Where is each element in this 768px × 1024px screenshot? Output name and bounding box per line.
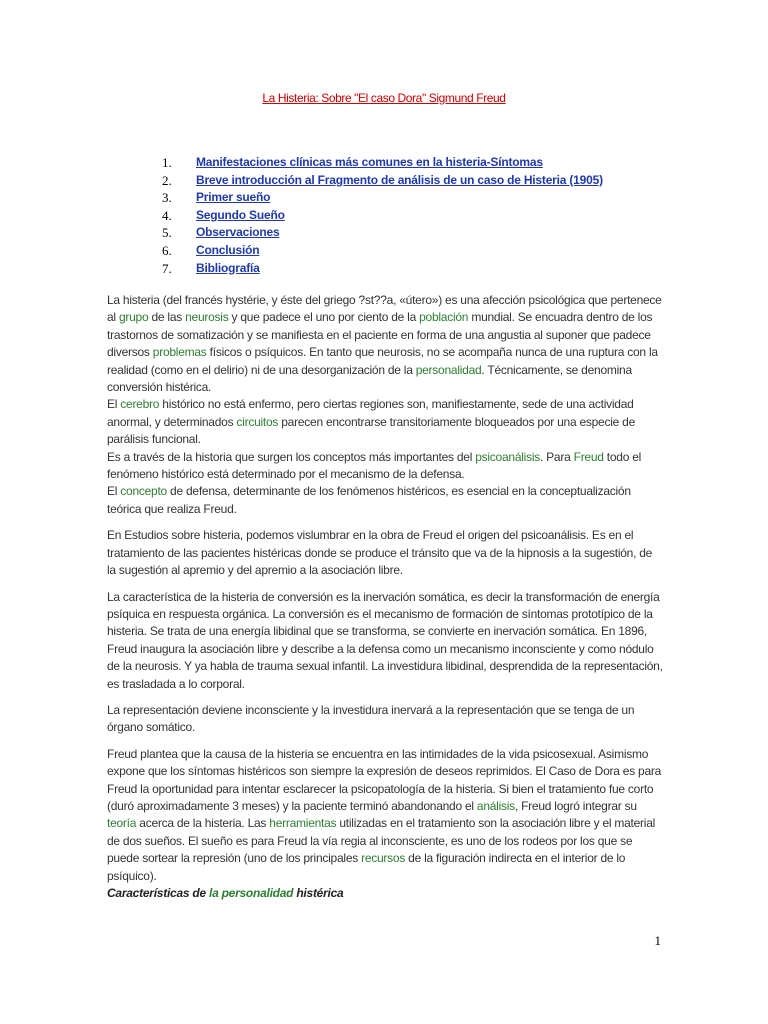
link-concepto[interactable]: concepto xyxy=(120,484,167,499)
text-span: todo el fenómeno histórico está determinado por el mecanismo de la defensa. xyxy=(107,449,642,482)
link-psicoanalisis[interactable]: psicoanálisis xyxy=(475,449,540,464)
link-problemas[interactable]: problemas xyxy=(152,345,207,360)
text-span: físicos o psíquicos. En tanto que neurosis, no se acompaña nunca de una ruptura con la realidad (como en el delirio) ni de una desorganización de la xyxy=(107,345,658,377)
article-body xyxy=(107,292,663,902)
toc-number: 7. xyxy=(162,260,172,276)
paragraph-estudios: En Estudios sobre histeria, podemos vislumbrar en la obra de Freud el origen del psicoanálisis. Es en el tratamiento de las pacientes histéricas donde se produce el tránsito que va de la hipnosis a la sugestión, de la sugestión al apremio y del apremio a la asociación libre. xyxy=(107,528,653,578)
toc-link-bibliografia[interactable]: Bibliografía xyxy=(196,260,260,275)
text-span: Características de xyxy=(107,886,209,900)
link-freud[interactable]: Freud xyxy=(573,449,604,464)
paragraph-representacion: La representación deviene inconsciente y la investidura inervará a la representación que se tenga de un órgano somático. xyxy=(107,702,635,735)
text-span: La histeria (del francés hystérie, y éste del griego ?st??a, «útero») es una afección psicológica que pertenece al xyxy=(107,293,662,325)
toc-item xyxy=(162,172,603,190)
toc-link-primer-sueno[interactable]: Primer sueño xyxy=(196,190,271,205)
toc-item xyxy=(162,224,603,242)
text-span: , Freud logró integrar su xyxy=(514,798,637,813)
link-neurosis[interactable]: neurosis xyxy=(185,310,229,325)
toc-number: 4. xyxy=(162,207,172,223)
text-span: Es a través de la historia que surgen los conceptos más importantes del xyxy=(107,449,476,464)
text-span: utilizadas en el tratamiento son la asociación libre y el material de dos sueños. El sueño es para Freud la vía regia al inconsciente, es uno de los rodeos por los que se puede sortear la represión (uno de los principales xyxy=(107,816,656,866)
link-la-personalidad[interactable]: la personalidad xyxy=(208,886,294,900)
text-span: histérica xyxy=(293,886,344,900)
link-analisis[interactable]: análisis xyxy=(476,798,515,813)
paragraph-psicoanalisis xyxy=(107,449,663,484)
toc-item xyxy=(162,207,603,225)
toc-item xyxy=(162,189,603,207)
text-span: . Técnicamente, se denomina conversión histérica. xyxy=(107,362,632,395)
toc-link-conclusion[interactable]: Conclusión xyxy=(196,242,260,257)
text-span: . Para xyxy=(540,449,574,464)
text-span: mundial. Se encuadra dentro de los trastornos de somatización y se manifiesta en el paciente en forma de una angustia al suponer que padece diversos xyxy=(107,310,653,360)
page-number: 1 xyxy=(654,933,661,948)
link-recursos[interactable]: recursos xyxy=(361,851,406,866)
paragraph-freud-causa xyxy=(107,746,663,885)
section-heading xyxy=(107,885,663,902)
document-title: La Histeria: Sobre "El caso Dora" Sigmund Freud xyxy=(262,91,506,105)
toc-link-segundo-sueno[interactable]: Segundo Sueño xyxy=(196,207,285,222)
paragraph-cerebro xyxy=(107,396,663,448)
link-grupo[interactable]: grupo xyxy=(118,310,149,325)
text-span: y que padece el uno por ciento de la xyxy=(228,310,420,325)
link-circuitos[interactable]: circuitos xyxy=(236,414,279,429)
toc-link-sintomas[interactable]: Manifestaciones clínicas más comunes en la histeria-Síntomas xyxy=(196,155,543,169)
text-span: parecen encontrarse transitoriamente bloqueados por una especie de parálisis funcional. xyxy=(107,414,635,447)
toc-number: 3. xyxy=(162,190,172,206)
toc-number: 5. xyxy=(162,225,172,241)
toc-link-introduccion[interactable]: Breve introducción al Fragmento de análisis de un caso de Histeria (1905) xyxy=(196,172,603,187)
text-span: de las xyxy=(148,310,186,325)
toc-item xyxy=(162,242,603,260)
toc-item xyxy=(162,154,603,172)
text-span: El xyxy=(107,397,121,412)
toc-item xyxy=(162,260,603,278)
text-span: acerca de la histeria. Las xyxy=(136,816,270,831)
paragraph-conversion: La característica de la histeria de conversión es la inervación somática, es decir la transformación de energía psíquica en respuesta orgánica. La conversión es el mecanismo de formación de síntomas prototípico de la histeria. Se trata de una energía libidinal que se transforma, se convierte en inervación somática. En 1896, Freud inaugura la asociación libre y describe a la defensa como un mecanismo inconsciente y como nódulo de la neurosis. Y ya habla de trauma sexual infantil. La investidura libidinal, desprendida de la representación, es trasladada a lo corporal. xyxy=(107,589,663,691)
text-span: histórico no está enfermo, pero ciertas regiones son, manifiestamente, sede de una actividad anormal, y determinados xyxy=(107,397,634,429)
toc-link-observaciones[interactable]: Observaciones xyxy=(196,225,280,240)
toc-number: 1. xyxy=(162,155,172,170)
link-personalidad[interactable]: personalidad xyxy=(415,362,482,377)
text-span: de defensa, determinante de los fenómenos histéricos, es esencial en la conceptualización teórica que realiza Freud. xyxy=(107,484,631,516)
paragraph-concepto xyxy=(107,483,663,518)
paragraph-definition xyxy=(107,292,663,396)
link-herramientas[interactable]: herramientas xyxy=(269,816,337,831)
toc-number: 2. xyxy=(162,172,172,188)
toc-number: 6. xyxy=(162,242,172,258)
link-teoria[interactable]: teoría xyxy=(107,816,137,831)
text-span: El xyxy=(107,484,121,499)
text-span: Freud plantea que la causa de la histeria se encuentra en las intimidades de la vida psicosexual. Asimismo expone que los síntomas histéricos son siempre la expresión de deseos reprimidos. El Caso de Dora es para Freud la oportunidad para intentar esclarecer la psicopatología de la histeria. Si bien el tratamiento fue corto (duró aproximadamente 3 meses) y la paciente terminó abandonando el xyxy=(107,746,662,813)
link-poblacion[interactable]: población xyxy=(419,310,469,325)
table-of-contents xyxy=(162,154,603,277)
text-span: de la figuración indirecta en el interior de lo psíquico). xyxy=(107,851,626,883)
link-cerebro[interactable]: cerebro xyxy=(120,397,160,412)
